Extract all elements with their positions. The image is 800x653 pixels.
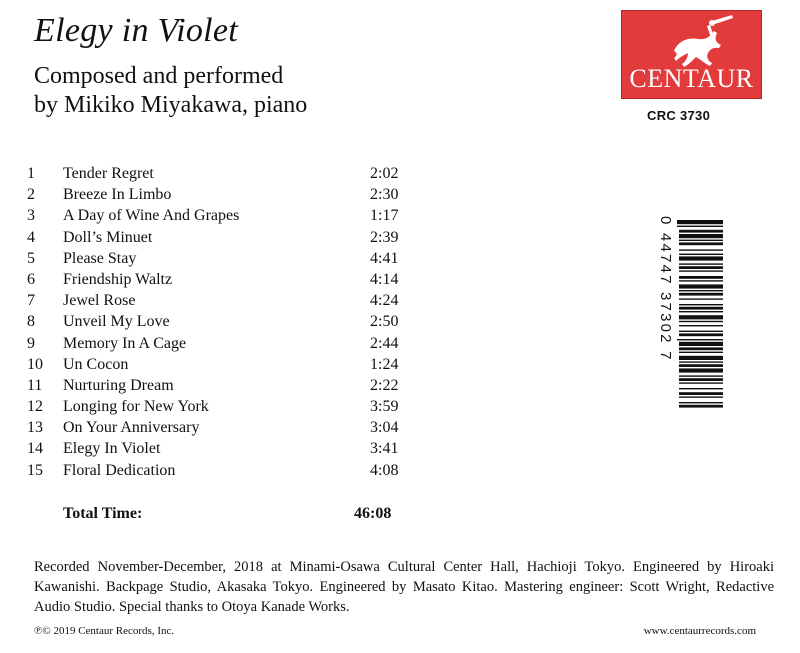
barcode-bar: [679, 249, 723, 250]
track-number: 14: [27, 440, 43, 458]
barcode-bar: [679, 396, 723, 397]
track-duration: 4:41: [370, 249, 399, 267]
barcode-bar: [679, 333, 723, 336]
track-duration: 4:24: [370, 292, 399, 310]
track-row: [27, 460, 427, 481]
track-title: A Day of Wine And Grapes: [63, 207, 240, 225]
logo-text: CENTAUR: [629, 64, 754, 93]
track-duration: 2:02: [370, 165, 399, 182]
barcode-bar: [679, 242, 723, 245]
album-title: Elegy in Violet: [34, 12, 239, 49]
track-title: Unveil My Love: [63, 313, 170, 331]
barcode-bar: [679, 392, 723, 395]
barcode-bar: [679, 266, 723, 269]
track-row: [27, 205, 427, 226]
barcode-bar: [679, 388, 723, 389]
track-number: 12: [27, 398, 43, 416]
barcode-bar: [677, 226, 723, 227]
track-number: 11: [27, 376, 43, 394]
barcode-bar: [679, 342, 723, 346]
track-row: [27, 163, 427, 184]
track-number: 15: [27, 461, 43, 479]
barcode-bar: [679, 254, 723, 255]
track-duration: 1:24: [370, 355, 399, 373]
track-title: Floral Dedication: [63, 461, 176, 479]
track-title: Nurturing Dream: [63, 376, 174, 394]
barcode-bar: [677, 220, 723, 224]
barcode-bar: [679, 361, 723, 362]
track-title: Jewel Rose: [63, 292, 136, 310]
barcode-bar: [679, 364, 723, 367]
barcode-bar: [679, 256, 723, 260]
barcode-bar: [679, 331, 723, 332]
track-number: 6: [27, 270, 35, 288]
track-number: 13: [27, 419, 43, 437]
barcode-bar: [679, 382, 723, 383]
barcode-bar: [679, 315, 723, 319]
barcode-bar: [679, 368, 723, 372]
track-row: [27, 227, 427, 248]
track-row: [27, 354, 427, 375]
track-number: 2: [27, 186, 35, 204]
track-number: 7: [27, 292, 35, 310]
barcode-bar: [679, 311, 723, 312]
catalog-number: CRC 3730: [647, 108, 711, 123]
track-list: [27, 163, 427, 481]
track-row: [27, 290, 427, 311]
track-duration: 3:41: [370, 440, 399, 458]
barcode-bar: [679, 293, 723, 296]
track-row: [27, 438, 427, 459]
track-row: [27, 248, 427, 269]
track-number: 3: [27, 207, 35, 225]
subtitle-line-1: Composed and performed: [34, 63, 284, 89]
barcode-bar: [679, 325, 723, 326]
barcode-bar: [679, 234, 723, 238]
track-title: Please Stay: [63, 249, 137, 267]
recording-credits: Recorded November-December, 2018 at Minami-Osawa Cultural Center Hall, Hachioji Tokyo. Engineered by Hiroaki Kawanishi. Backpage Studio, Akasaka Tokyo. Engineered by Masato Kitao. Mastering engineer: Scott Wright, Redactive Audio Studio. Special thanks to Otoya Kanade Works.: [34, 559, 774, 615]
barcode-bar: [679, 356, 723, 360]
barcode-bar: [679, 290, 723, 291]
website-link[interactable]: www.centaurrecords.com: [643, 625, 756, 637]
track-duration: 1:17: [370, 207, 399, 225]
track-row: [27, 184, 427, 205]
track-title: Elegy In Violet: [63, 440, 161, 458]
track-duration: 2:39: [370, 228, 399, 246]
track-number: 4: [27, 228, 35, 246]
track-row: [27, 396, 427, 417]
track-duration: 2:44: [370, 334, 399, 352]
barcode: [655, 216, 725, 462]
track-title: Memory In A Cage: [63, 334, 187, 352]
track-duration: 4:08: [370, 461, 399, 479]
track-number: 10: [27, 355, 43, 373]
barcode-bar: [679, 270, 723, 271]
barcode-bar: [679, 352, 723, 353]
track-title: Un Cocon: [63, 355, 129, 373]
track-duration: 2:50: [370, 313, 399, 331]
track-title: Friendship Waltz: [63, 270, 173, 288]
track-duration: 4:14: [370, 270, 399, 288]
copyright-notice: ℗© 2019 Centaur Records, Inc.: [34, 625, 175, 637]
track-duration: 3:04: [370, 419, 399, 437]
barcode-bar: [679, 276, 723, 279]
track-duration: 2:22: [370, 376, 399, 394]
barcode-bar: [679, 284, 723, 288]
track-row: [27, 417, 427, 438]
subtitle-line-2: by Mikiko Miyakawa, piano: [34, 92, 308, 118]
track-title: Doll’s Minuet: [63, 228, 153, 246]
track-number: 5: [27, 249, 35, 267]
track-title: Breeze In Limbo: [63, 186, 172, 204]
barcode-bar: [679, 263, 723, 264]
track-row: [27, 333, 427, 354]
track-title: On Your Anniversary: [63, 419, 200, 437]
track-row: [27, 375, 427, 396]
barcode-bar: [679, 240, 723, 241]
total-time-label: Total Time:: [63, 505, 143, 522]
barcode-bar: [679, 378, 723, 381]
track-title: Tender Regret: [63, 165, 154, 182]
barcode-bar: [679, 304, 723, 305]
barcode-bar: [679, 307, 723, 310]
barcode-bar: [679, 402, 723, 403]
barcode-bar: [677, 339, 723, 340]
track-duration: 3:59: [370, 398, 399, 416]
barcode-bar: [679, 375, 723, 376]
barcode-bar: [679, 405, 723, 408]
centaur-logo: [621, 10, 762, 99]
barcode-bar: [679, 230, 723, 233]
barcode-bar: [679, 347, 723, 350]
track-duration: 2:30: [370, 186, 399, 204]
barcode-bar: [679, 280, 723, 281]
barcode-digits: 0 44747 37302 7: [657, 216, 674, 362]
album-subtitle: [34, 62, 307, 120]
track-number: 1: [27, 165, 35, 182]
total-time-value: 46:08: [354, 505, 392, 522]
track-row: [27, 311, 427, 332]
track-row: [27, 269, 427, 290]
track-number: 9: [27, 334, 35, 352]
track-title: Longing for New York: [63, 398, 209, 416]
barcode-bar: [679, 321, 723, 322]
barcode-bar: [679, 298, 723, 299]
track-number: 8: [27, 313, 35, 331]
